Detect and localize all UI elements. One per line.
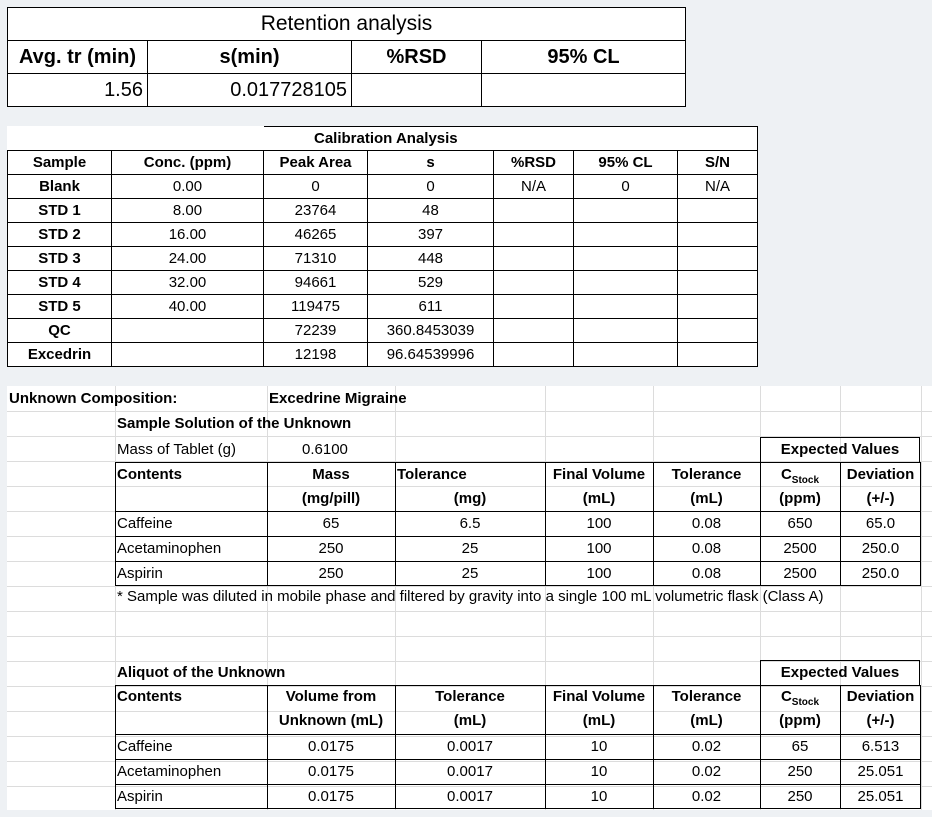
- calibration-cell-rsd[interactable]: N/A: [494, 175, 574, 199]
- calibration-cell-sn[interactable]: [678, 319, 758, 343]
- retention-header-avg-tr: Avg. tr (min): [8, 41, 148, 74]
- calibration-row: [8, 175, 758, 199]
- calibration-cell-peak-area[interactable]: 119475: [264, 295, 368, 319]
- expected-values-label-aliquot: Expected Values: [780, 664, 900, 681]
- calibration-cell-conc[interactable]: 32.00: [112, 271, 264, 295]
- aliquot-cell-cstock[interactable]: 65: [791, 738, 809, 755]
- aliquot-cell-contents[interactable]: Acetaminophen: [117, 763, 222, 780]
- aliquot-header-deviation: Deviation: [846, 688, 915, 705]
- calibration-cell-sample[interactable]: QC: [8, 319, 112, 343]
- sample-header-cstock: $C_{Stock}$: [780, 466, 820, 486]
- sample-header-cstock-unit: (ppm): [779, 490, 821, 507]
- calibration-cell-sn[interactable]: [678, 295, 758, 319]
- sample-cell-col-2[interactable]: 250: [318, 565, 344, 582]
- calibration-title: Calibration Analysis: [264, 127, 758, 151]
- aliquot-row-divider: [115, 784, 921, 785]
- calibration-cell-peak-area[interactable]: 72239: [264, 319, 368, 343]
- sample-header-contents: Contents: [117, 466, 182, 483]
- aliquot-header-tolerance: Tolerance: [435, 688, 505, 705]
- retention-header-rsd: %RSD: [352, 41, 482, 74]
- calibration-cell-sample[interactable]: STD 4: [8, 271, 112, 295]
- sample-header-deviation: Deviation: [846, 466, 915, 483]
- aliquot-header-cstock: $C_{Stock}$: [780, 688, 820, 708]
- calibration-cell-sample[interactable]: Excedrin: [8, 343, 112, 367]
- calibration-row: [8, 295, 758, 319]
- aliquot-header-final-volume: Final Volume: [552, 688, 646, 705]
- aliquot-cell-deviation[interactable]: 25.051: [857, 763, 904, 780]
- calibration-cell-peak-area[interactable]: 12198: [264, 343, 368, 367]
- calibration-cell-s[interactable]: 529: [368, 271, 494, 295]
- retention-avg-tr-value[interactable]: 1.56: [8, 74, 148, 107]
- calibration-cell-sn[interactable]: [678, 343, 758, 367]
- aliquot-cell-final-volume[interactable]: 10: [590, 738, 608, 755]
- sample-cell-deviation[interactable]: 65.0: [865, 515, 896, 532]
- aliquot-header-tolerance-unit: (mL): [453, 712, 487, 729]
- gridline-horizontal: [7, 411, 932, 412]
- aliquot-header-deviation-unit: (+/-): [866, 712, 895, 729]
- calibration-cell-sn[interactable]: N/A: [678, 175, 758, 199]
- gridline-horizontal: [7, 611, 932, 612]
- sample-solution-title: Sample Solution of the Unknown: [117, 415, 352, 432]
- calibration-row: [8, 319, 758, 343]
- calibration-header: Conc. (ppm): [112, 151, 264, 175]
- calibration-cell-conc[interactable]: 0.00: [112, 175, 264, 199]
- calibration-row: [8, 223, 758, 247]
- aliquot-header-final-volume-unit: (mL): [582, 712, 616, 729]
- calibration-cell-cl[interactable]: [574, 343, 678, 367]
- sample-cell-cstock[interactable]: 650: [787, 515, 813, 532]
- aliquot-cell-col-2[interactable]: 0.0175: [308, 738, 354, 755]
- calibration-cell-rsd[interactable]: [494, 271, 574, 295]
- aliquot-cell-col-3[interactable]: 0.0017: [447, 763, 493, 780]
- sample-header-tolerance-unit: (mg): [453, 490, 487, 507]
- sample-cell-col-3[interactable]: 25: [461, 540, 479, 557]
- aliquot-cell-deviation[interactable]: 6.513: [861, 738, 900, 755]
- calibration-cell-sample[interactable]: STD 3: [8, 247, 112, 271]
- calibration-cell-rsd[interactable]: [494, 247, 574, 271]
- sample-cell-contents[interactable]: Aspirin: [117, 565, 163, 582]
- calibration-cell-peak-area[interactable]: 94661: [264, 271, 368, 295]
- aliquot-header-tolerance2: Tolerance: [671, 688, 742, 705]
- mass-of-tablet-value[interactable]: 0.6100: [302, 441, 348, 458]
- calibration-cell-rsd[interactable]: [494, 223, 574, 247]
- calibration-row: [8, 343, 758, 367]
- calibration-cell-peak-area[interactable]: 23764: [264, 199, 368, 223]
- aliquot-cell-col-3[interactable]: 0.0017: [447, 788, 493, 805]
- sample-cell-final-volume[interactable]: 100: [586, 565, 612, 582]
- calibration-cell-cl[interactable]: [574, 271, 678, 295]
- calibration-row: [8, 199, 758, 223]
- calibration-rows: [8, 175, 758, 367]
- aliquot-cell-contents[interactable]: Caffeine: [117, 738, 173, 755]
- calibration-cell-rsd[interactable]: [494, 343, 574, 367]
- retention-s-value[interactable]: 0.017728105: [148, 74, 352, 107]
- aliquot-cell-tolerance[interactable]: 0.02: [691, 788, 722, 805]
- sample-cell-col-3[interactable]: 25: [461, 565, 479, 582]
- calibration-header: 95% CL: [574, 151, 678, 175]
- aliquot-cell-tolerance[interactable]: 0.02: [691, 763, 722, 780]
- sample-header-deviation-unit: (+/-): [866, 490, 895, 507]
- aliquot-header-cstock-unit: (ppm): [779, 712, 821, 729]
- retention-title: Retention analysis: [8, 8, 686, 41]
- calibration-cell-conc[interactable]: 40.00: [112, 295, 264, 319]
- calibration-cell-conc[interactable]: [112, 343, 264, 367]
- calibration-cell-cl[interactable]: [574, 295, 678, 319]
- gridline-horizontal: [7, 636, 932, 637]
- retention-header-s: s(min): [148, 41, 352, 74]
- sample-cell-contents[interactable]: Caffeine: [117, 515, 173, 532]
- calibration-cell-sn[interactable]: [678, 247, 758, 271]
- calibration-cell-sample[interactable]: Blank: [8, 175, 112, 199]
- calibration-cell-cl[interactable]: [574, 247, 678, 271]
- sample-cell-contents[interactable]: Acetaminophen: [117, 540, 222, 557]
- calibration-cell-rsd[interactable]: [494, 199, 574, 223]
- aliquot-header-contents: Contents: [117, 688, 182, 705]
- aliquot-cell-deviation[interactable]: 25.051: [857, 788, 904, 805]
- sample-cell-final-volume[interactable]: 100: [586, 515, 612, 532]
- calibration-cell-peak-area[interactable]: 71310: [264, 247, 368, 271]
- calibration-header: Peak Area: [264, 151, 368, 175]
- calibration-cell-s[interactable]: 48: [368, 199, 494, 223]
- calibration-cell-peak-area[interactable]: 46265: [264, 223, 368, 247]
- calibration-header: s: [368, 151, 494, 175]
- sample-header-final-volume-unit: (mL): [582, 490, 616, 507]
- unknown-composition-sheet: [7, 386, 932, 810]
- calibration-cell-conc[interactable]: 24.00: [112, 247, 264, 271]
- retention-rsd-value[interactable]: [352, 74, 482, 107]
- calibration-header: Sample: [8, 151, 112, 175]
- calibration-cell-sample[interactable]: STD 5: [8, 295, 112, 319]
- gridline-horizontal: [7, 586, 932, 587]
- sample-note: * Sample was diluted in mobile phase and filtered by gravity into a single 100 mL volumetric flask (Class A): [117, 588, 824, 605]
- aliquot-header-volume: Volume from: [285, 688, 377, 705]
- calibration-cell-s[interactable]: 448: [368, 247, 494, 271]
- sample-header-tolerance2-unit: (mL): [690, 490, 723, 507]
- sample-cell-deviation[interactable]: 250.0: [861, 540, 900, 557]
- sample-cell-tolerance[interactable]: 0.08: [691, 540, 722, 557]
- retention-header-cl: 95% CL: [482, 41, 686, 74]
- aliquot-header-tolerance2-unit: (mL): [690, 712, 723, 729]
- calibration-cell-conc[interactable]: [112, 319, 264, 343]
- aliquot-cell-final-volume[interactable]: 10: [590, 788, 608, 805]
- calibration-cell-cl[interactable]: [574, 319, 678, 343]
- calibration-cell-conc[interactable]: 8.00: [112, 199, 264, 223]
- calibration-cell-s[interactable]: 397: [368, 223, 494, 247]
- calibration-row: [8, 271, 758, 295]
- calibration-cell-s[interactable]: 96.64539996: [368, 343, 494, 367]
- gridline-vertical: [921, 386, 922, 810]
- aliquot-header-volume-unit: Unknown (mL): [278, 712, 384, 729]
- expected-values-label: Expected Values: [780, 441, 900, 458]
- calibration-cell-peak-area[interactable]: 0: [264, 175, 368, 199]
- aliquot-cell-tolerance[interactable]: 0.02: [691, 738, 722, 755]
- calibration-cell-sn[interactable]: [678, 223, 758, 247]
- calibration-cell-cl[interactable]: [574, 223, 678, 247]
- calibration-cell-rsd[interactable]: [494, 295, 574, 319]
- calibration-cell-s[interactable]: 611: [368, 295, 494, 319]
- aliquot-cell-col-2[interactable]: 0.0175: [308, 788, 354, 805]
- aliquot-cell-cstock[interactable]: 250: [787, 763, 813, 780]
- sample-cell-tolerance[interactable]: 0.08: [691, 515, 722, 532]
- sample-header-mass: Mass: [312, 466, 350, 483]
- calibration-cell-s[interactable]: 360.8453039: [368, 319, 494, 343]
- calibration-cell-sample[interactable]: STD 1: [8, 199, 112, 223]
- sample-cell-col-2[interactable]: 65: [322, 515, 340, 532]
- retention-table: [7, 7, 686, 107]
- sample-row-divider: [115, 561, 921, 562]
- sample-cell-col-2[interactable]: 250: [318, 540, 344, 557]
- calibration-cell-rsd[interactable]: [494, 319, 574, 343]
- sample-header-final-volume: Final Volume: [552, 466, 646, 483]
- sample-cell-final-volume[interactable]: 100: [586, 540, 612, 557]
- aliquot-cell-col-3[interactable]: 0.0017: [447, 738, 493, 755]
- sample-header-tolerance2: Tolerance: [671, 466, 742, 483]
- calibration-table: [7, 126, 758, 367]
- aliquot-cell-final-volume[interactable]: 10: [590, 763, 608, 780]
- aliquot-title: Aliquot of the Unknown: [117, 664, 286, 681]
- calibration-cell-sample[interactable]: STD 2: [8, 223, 112, 247]
- aliquot-cell-col-2[interactable]: 0.0175: [308, 763, 354, 780]
- sample-cell-deviation[interactable]: 250.0: [861, 565, 900, 582]
- mass-of-tablet-label: Mass of Tablet (g): [117, 441, 236, 458]
- calibration-header: S/N: [678, 151, 758, 175]
- unknown-composition-label: Unknown Composition:: [9, 390, 178, 407]
- aliquot-row-divider: [115, 759, 921, 760]
- sample-cell-tolerance[interactable]: 0.08: [691, 565, 722, 582]
- sample-row-divider: [115, 536, 921, 537]
- calibration-cell-s[interactable]: 0: [368, 175, 494, 199]
- sample-header-mass-unit: (mg/pill): [301, 490, 361, 507]
- calibration-header: %RSD: [494, 151, 574, 175]
- calibration-cell-cl[interactable]: [574, 199, 678, 223]
- calibration-cell-sn[interactable]: [678, 271, 758, 295]
- retention-cl-value[interactable]: [482, 74, 686, 107]
- calibration-cell-cl[interactable]: 0: [574, 175, 678, 199]
- calibration-cell-sn[interactable]: [678, 199, 758, 223]
- sample-cell-col-3[interactable]: 6.5: [459, 515, 481, 532]
- sample-header-tolerance: Tolerance: [397, 466, 467, 483]
- calibration-cell-conc[interactable]: 16.00: [112, 223, 264, 247]
- aliquot-cell-contents[interactable]: Aspirin: [117, 788, 163, 805]
- sample-cell-cstock[interactable]: 2500: [783, 540, 817, 557]
- sample-cell-cstock[interactable]: 2500: [783, 565, 817, 582]
- aliquot-cell-cstock[interactable]: 250: [787, 788, 813, 805]
- unknown-name: Excedrine Migraine: [269, 390, 407, 407]
- calibration-row: [8, 247, 758, 271]
